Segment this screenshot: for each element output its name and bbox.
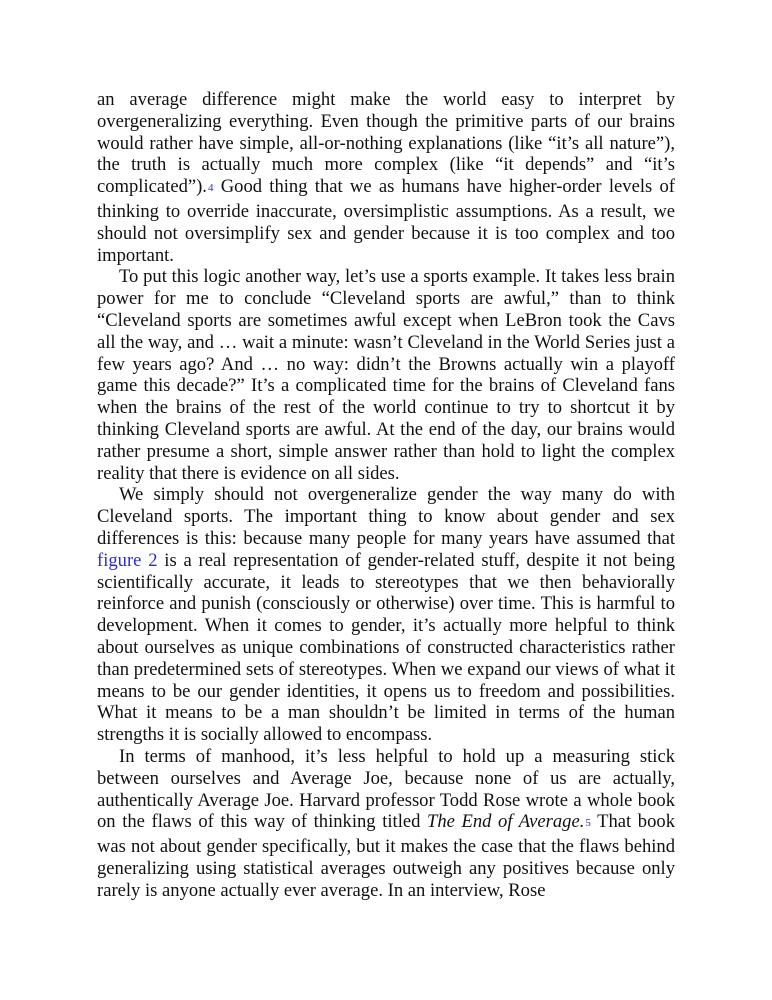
footnote-5-link[interactable]: 5 [585,817,591,830]
paragraph-text: Good thing that we as humans have higher-order levels of thinking to override inaccurate, oversimplistic assumptions. As a result, we should not oversimplify sex and gender because it is too complex and too important. [97,176,675,266]
paragraph-text: is a real representation of gender-related stuff, despite it not being scientifically accurate, it leads to stereotypes that we then behaviorally reinforce and punish (consciously or otherwise) over time. This is harmful to development. When it comes to gender, it’s actually more helpful to think about ourselves as unique combinations of constructed characteristics rather than predetermined sets of stereotypes. When we expand our views of what it means to be our gender identities, it opens us to freedom and possibilities. What it means to be a man shouldn’t be limited in terms of the human strengths it is socially allowed to encompass. [97,549,676,746]
paragraph-text: To put this logic another way, let’s use a sports example. It takes less brain power for me to conclude “Cleveland sports are awful,” than to think “Cleveland sports are sometimes awful except when LeBron took the Cavs all the way, and … wait a minute: wasn’t Cleveland in the World Series just a few years ago? And … no way: didn’t the Browns actually win a playoff game this decade?” It’s a complicated time for the brains of Cleveland fans when the brains of the rest of the world continue to try to shortcut it by thinking Cleveland sports are awful. At the end of the day, our brains would rather presume a short, simple answer rather than hold to light the complex reality that there is evidence on all sides. [97,266,675,484]
paragraph-1 [97,89,675,266]
footnote-4-link[interactable]: 4 [207,182,214,195]
book-title: The End of Average. [427,811,585,833]
paragraph-text: We simply should not overgeneralize gender the way many do with Cleveland sports. The important thing to know about gender and sex differences is this: because many people for many years have assumed that [97,484,675,549]
paragraph-text: That book was not about gender specifically, but it makes the case that the flaws behind generalizing using statistical averages outweigh any positives because only rarely is anyone actually ever average. In an interview, Rose [97,811,675,901]
paragraph-3 [97,484,675,746]
paragraph-text: an average difference might make the world easy to interpret by overgeneralizing everything. Even though the primitive parts of our brains would rather have simple, all-or-nothing explanations (like “it’s all nature”), the truth is actually much more complex (like “it depends” and “it’s complicated”). [97,89,675,198]
paragraph-4 [97,746,675,902]
paragraph-text: In terms of manhood, it’s less helpful to hold up a measuring stick between ourselves and Average Joe, because none of us are actually, authentically Average Joe. Harvard professor Todd Rose wrote a whole book on the flaws of this way of thinking titled [97,745,675,833]
page-body [97,89,675,901]
figure-2-link[interactable]: figure 2 [97,549,158,571]
paragraph-2 [97,266,675,484]
